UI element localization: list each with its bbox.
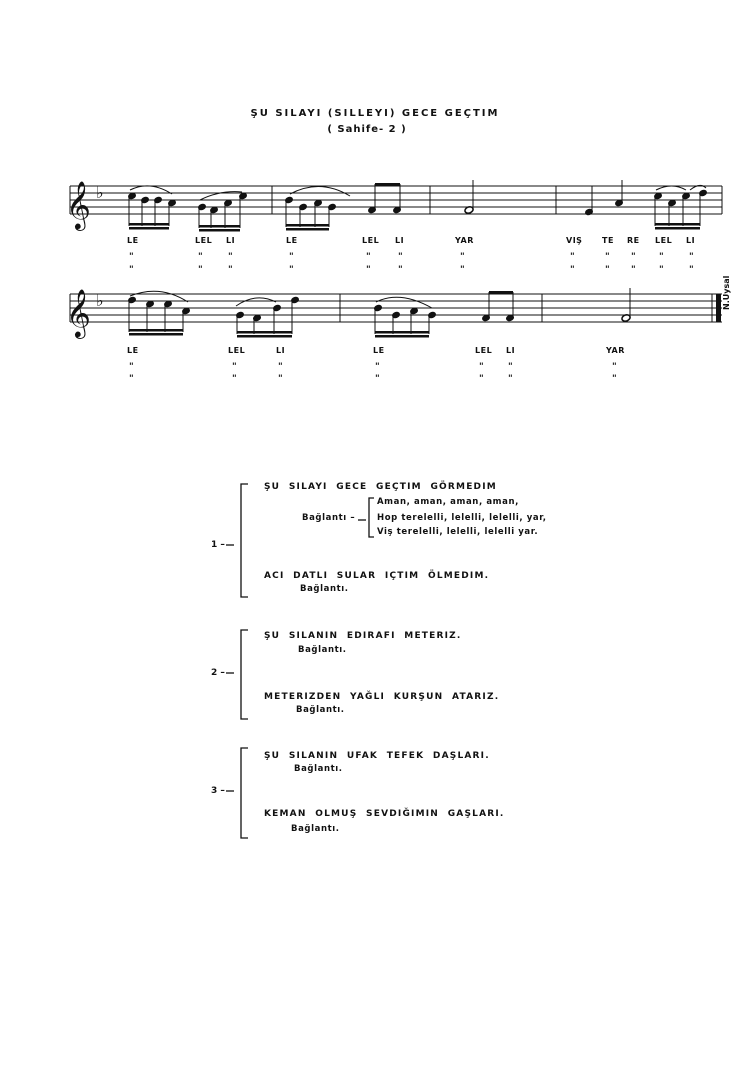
ditto-mark: " [689,265,694,275]
ditto-mark: " [366,265,371,275]
ditto-mark: " [570,252,575,262]
baglanti-label: Bağlantı. [291,824,340,834]
ditto-mark: " [129,374,134,384]
ditto-mark: " [605,265,610,275]
lyric-syllable: YAR [455,236,474,245]
verse-line: ŞU SILAYI GECE GEÇTIM GÖRMEDIM [264,482,497,492]
ditto-mark: " [375,362,380,372]
lyric-syllable: LI [226,236,236,245]
music-staff-svg [0,0,750,420]
lyric-syllable: LE [127,346,139,355]
composer-credit: N.Uysal [722,275,731,310]
lyric-syllable: LEL [195,236,213,245]
svg-text:♭: ♭ [96,291,104,310]
verse-line: ŞU SILANIN EDIRAFI METERIZ. [264,631,462,641]
verse-number: 3 – [211,786,225,796]
ditto-mark: " [460,252,465,262]
ditto-mark: " [659,265,664,275]
ditto-mark: " [460,265,465,275]
lyric-syllable: LEL [655,236,673,245]
ditto-mark: " [479,374,484,384]
lyric-syllable: LI [276,346,286,355]
baglanti-label: Bağlantı. [294,764,343,774]
ditto-mark: " [289,252,294,262]
baglanti-label: Bağlantı – [302,513,356,523]
lyric-syllable: YAR [606,346,625,355]
ditto-mark: " [508,374,513,384]
verse-number: 1 – [211,540,225,550]
lyric-syllable: LEL [475,346,493,355]
ditto-mark: " [129,265,134,275]
ditto-mark: " [631,252,636,262]
ditto-mark: " [605,252,610,262]
ditto-mark: " [631,265,636,275]
ditto-mark: " [479,362,484,372]
ditto-mark: " [228,252,233,262]
ditto-mark: " [659,252,664,262]
baglanti-label: Bağlantı. [296,705,345,715]
lyric-syllable: VIŞ [566,236,583,245]
verse-line: METERIZDEN YAĞLI KURŞUN ATARIZ. [264,692,500,702]
ditto-mark: " [198,252,203,262]
ditto-mark: " [508,362,513,372]
ditto-mark: " [570,265,575,275]
svg-text:♭: ♭ [96,183,104,202]
ditto-mark: " [398,252,403,262]
lyric-syllable: LE [127,236,139,245]
ditto-mark: " [612,374,617,384]
ditto-mark: " [375,374,380,384]
ditto-mark: " [689,252,694,262]
verse-number: 2 – [211,668,225,678]
lyric-syllable: LE [286,236,298,245]
verse-line: KEMAN OLMUŞ SEVDIĞIMIN GAŞLARI. [264,809,505,819]
lyric-syllable: RE [627,236,640,245]
ditto-mark: " [129,362,134,372]
lyric-syllable: LI [506,346,516,355]
ditto-mark: " [232,374,237,384]
baglanti-label: Bağlantı. [298,645,347,655]
lyric-syllable: LI [395,236,405,245]
ditto-mark: " [366,252,371,262]
lyric-syllable: LE [373,346,385,355]
ditto-mark: " [289,265,294,275]
ditto-mark: " [228,265,233,275]
baglanti-label: Bağlantı. [300,584,349,594]
lyric-syllable: LI [686,236,696,245]
verse-line: ŞU SILANIN UFAK TEFEK DAŞLARI. [264,751,490,761]
ditto-mark: " [129,252,134,262]
refrain-line: Hop terelelli, lelelli, lelelli, yar, [377,513,547,523]
refrain-line: Viş terelelli, lelelli, lelelli yar. [377,527,539,537]
ditto-mark: " [198,265,203,275]
ditto-mark: " [612,362,617,372]
ditto-mark: " [278,362,283,372]
page-subtitle: ( Sahife- 2 ) [327,124,407,135]
lyric-syllable: LEL [228,346,246,355]
verse-line: ACI DATLI SULAR IÇTIM ÖLMEDIM. [264,571,490,581]
ditto-mark: " [278,374,283,384]
refrain-line: Aman, aman, aman, aman, [377,497,519,507]
lyric-syllable: TE [602,236,614,245]
svg-text:𝄞: 𝄞 [66,180,91,229]
song-title: ŞU SILAYI (SILLEYI) GECE GEÇTIM [250,108,500,119]
ditto-mark: " [398,265,403,275]
svg-text:𝄞: 𝄞 [66,288,91,337]
ditto-mark: " [232,362,237,372]
lyric-syllable: LEL [362,236,380,245]
